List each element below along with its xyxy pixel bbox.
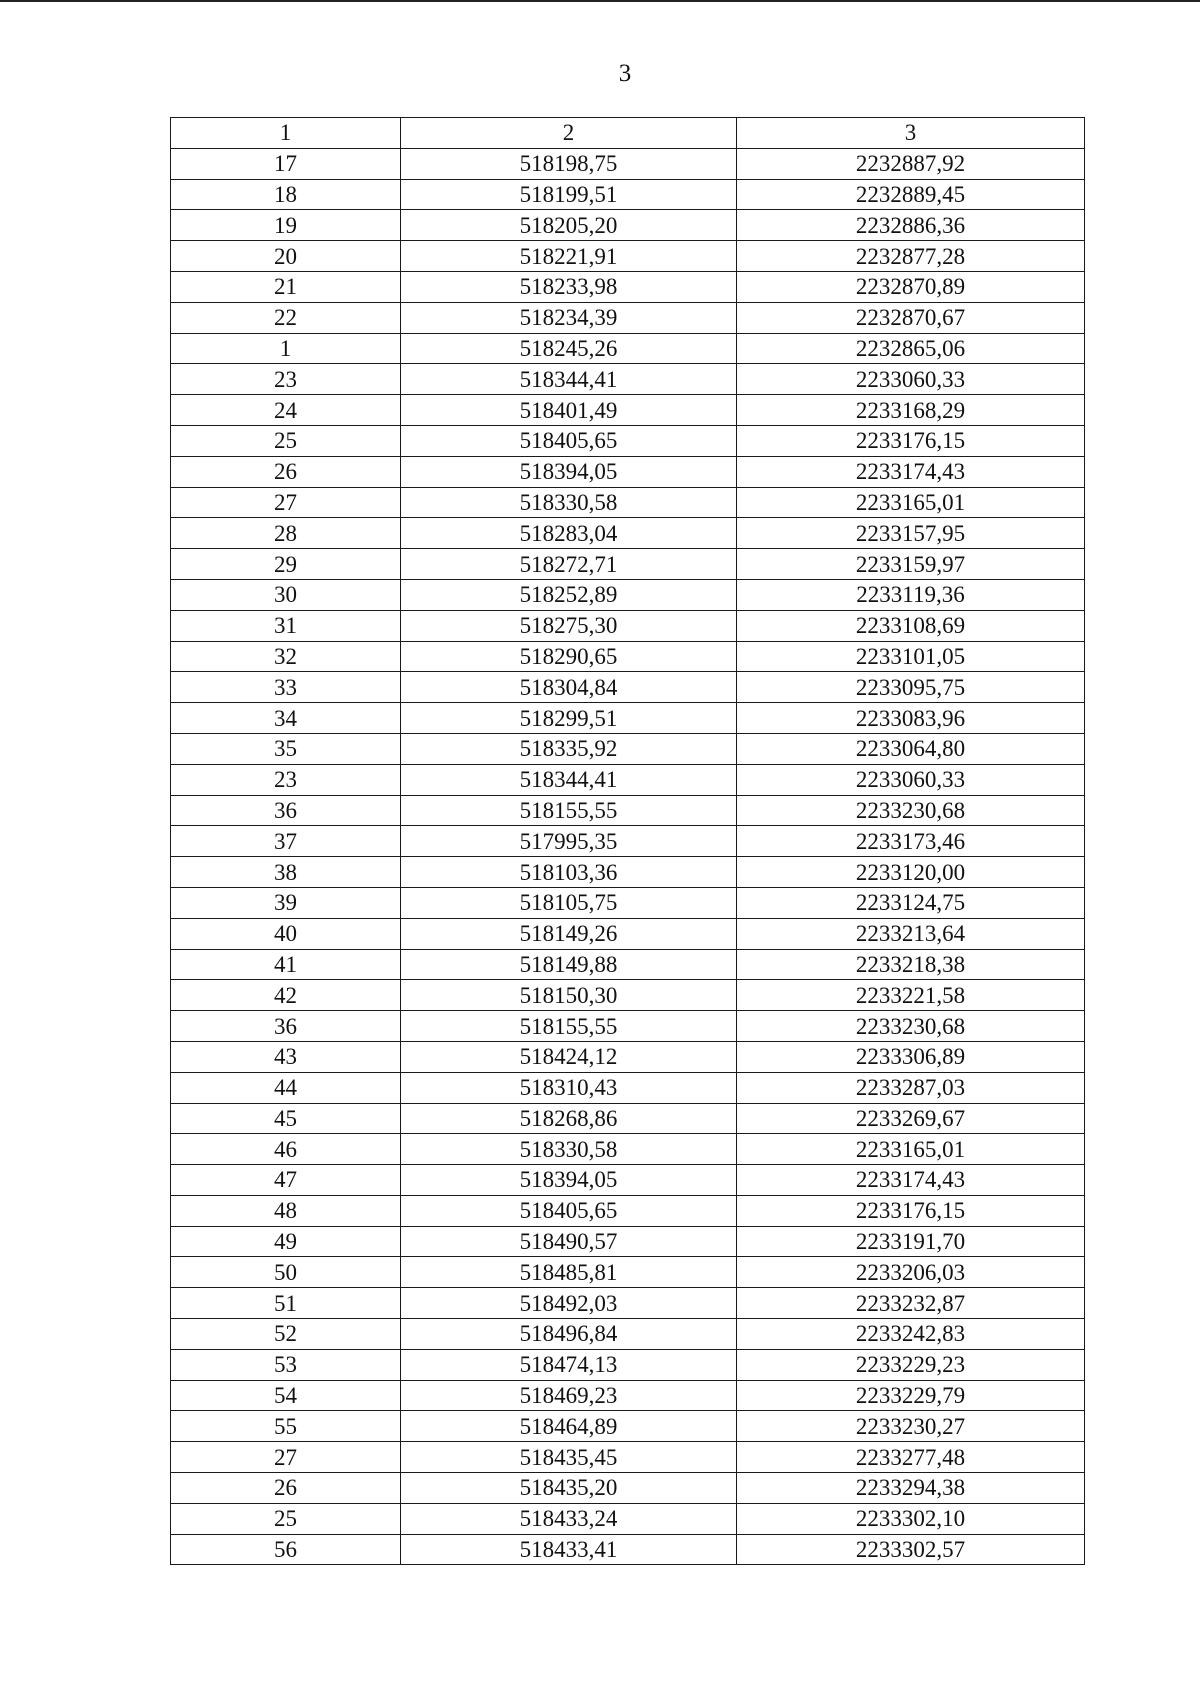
y-coordinate-cell: 2233230,68 (737, 795, 1085, 826)
table-row (171, 703, 1085, 734)
y-coordinate-cell: 2233119,36 (737, 579, 1085, 610)
table-row (171, 487, 1085, 518)
point-number-cell: 50 (171, 1257, 401, 1288)
point-number-cell: 29 (171, 549, 401, 580)
table-row (171, 1072, 1085, 1103)
y-coordinate-cell: 2233229,23 (737, 1349, 1085, 1380)
point-number-cell: 27 (171, 487, 401, 518)
x-coordinate-cell: 518335,92 (401, 733, 737, 764)
y-coordinate-cell: 2233124,75 (737, 887, 1085, 918)
table-header (171, 118, 1085, 149)
table-row (171, 1257, 1085, 1288)
point-number-cell: 24 (171, 395, 401, 426)
y-coordinate-cell: 2233159,97 (737, 549, 1085, 580)
point-number-cell: 53 (171, 1349, 401, 1380)
table-row (171, 210, 1085, 241)
table-row (171, 1503, 1085, 1534)
table-row (171, 1011, 1085, 1042)
table-row (171, 1165, 1085, 1196)
y-coordinate-cell: 2233221,58 (737, 980, 1085, 1011)
point-number-cell: 23 (171, 364, 401, 395)
x-coordinate-cell: 518433,41 (401, 1534, 737, 1565)
table-row (171, 549, 1085, 580)
y-coordinate-cell: 2233242,83 (737, 1319, 1085, 1350)
table-row (171, 733, 1085, 764)
table-row (171, 1473, 1085, 1504)
y-coordinate-cell: 2233230,27 (737, 1411, 1085, 1442)
table-row (171, 1041, 1085, 1072)
table-row (171, 395, 1085, 426)
table-row (171, 1226, 1085, 1257)
y-coordinate-cell: 2233287,03 (737, 1072, 1085, 1103)
point-number-cell: 39 (171, 887, 401, 918)
table-row (171, 857, 1085, 888)
x-coordinate-cell: 518464,89 (401, 1411, 737, 1442)
x-coordinate-cell: 518433,24 (401, 1503, 737, 1534)
table-row (171, 1442, 1085, 1473)
x-coordinate-cell: 518283,04 (401, 518, 737, 549)
x-coordinate-cell: 518394,05 (401, 456, 737, 487)
y-coordinate-cell: 2233095,75 (737, 672, 1085, 703)
y-coordinate-cell: 2233108,69 (737, 610, 1085, 641)
x-coordinate-cell: 518245,26 (401, 333, 737, 364)
table-row (171, 148, 1085, 179)
point-number-cell: 46 (171, 1134, 401, 1165)
y-coordinate-cell: 2233173,46 (737, 826, 1085, 857)
y-coordinate-cell: 2232886,36 (737, 210, 1085, 241)
x-coordinate-cell: 518252,89 (401, 579, 737, 610)
table-row (171, 1411, 1085, 1442)
point-number-cell: 49 (171, 1226, 401, 1257)
y-coordinate-cell: 2233302,57 (737, 1534, 1085, 1565)
y-coordinate-cell: 2232887,92 (737, 148, 1085, 179)
x-coordinate-cell: 518469,23 (401, 1380, 737, 1411)
point-number-cell: 32 (171, 641, 401, 672)
header-cell-x-coordinate: 2 (401, 118, 737, 149)
y-coordinate-cell: 2233277,48 (737, 1442, 1085, 1473)
y-coordinate-cell: 2233302,10 (737, 1503, 1085, 1534)
x-coordinate-cell: 518496,84 (401, 1319, 737, 1350)
y-coordinate-cell: 2233269,67 (737, 1103, 1085, 1134)
point-number-cell: 21 (171, 271, 401, 302)
x-coordinate-cell: 518344,41 (401, 364, 737, 395)
point-number-cell: 40 (171, 918, 401, 949)
table-row (171, 795, 1085, 826)
point-number-cell: 18 (171, 179, 401, 210)
x-coordinate-cell: 518394,05 (401, 1165, 737, 1196)
point-number-cell: 55 (171, 1411, 401, 1442)
table-row (171, 1288, 1085, 1319)
table-row (171, 271, 1085, 302)
y-coordinate-cell: 2233206,03 (737, 1257, 1085, 1288)
x-coordinate-cell: 518344,41 (401, 764, 737, 795)
point-number-cell: 26 (171, 1473, 401, 1504)
point-number-cell: 45 (171, 1103, 401, 1134)
point-number-cell: 26 (171, 456, 401, 487)
x-coordinate-cell: 518401,49 (401, 395, 737, 426)
point-number-cell: 47 (171, 1165, 401, 1196)
point-number-cell: 41 (171, 949, 401, 980)
table-row (171, 1319, 1085, 1350)
y-coordinate-cell: 2233191,70 (737, 1226, 1085, 1257)
table-row (171, 241, 1085, 272)
table-row (171, 579, 1085, 610)
point-number-cell: 34 (171, 703, 401, 734)
table-row (171, 610, 1085, 641)
point-number-cell: 30 (171, 579, 401, 610)
y-coordinate-cell: 2232870,89 (737, 271, 1085, 302)
y-coordinate-cell: 2233176,15 (737, 425, 1085, 456)
y-coordinate-cell: 2233213,64 (737, 918, 1085, 949)
point-number-cell: 25 (171, 425, 401, 456)
point-number-cell: 52 (171, 1319, 401, 1350)
table-row (171, 1534, 1085, 1565)
table-row (171, 1103, 1085, 1134)
x-coordinate-cell: 518275,30 (401, 610, 737, 641)
x-coordinate-cell: 518330,58 (401, 1134, 737, 1165)
point-number-cell: 48 (171, 1195, 401, 1226)
point-number-cell: 42 (171, 980, 401, 1011)
y-coordinate-cell: 2233294,38 (737, 1473, 1085, 1504)
x-coordinate-cell: 518272,71 (401, 549, 737, 580)
y-coordinate-cell: 2233229,79 (737, 1380, 1085, 1411)
page-top-border (0, 0, 1200, 2)
x-coordinate-cell: 517995,35 (401, 826, 737, 857)
y-coordinate-cell: 2233165,01 (737, 487, 1085, 518)
point-number-cell: 35 (171, 733, 401, 764)
x-coordinate-cell: 518492,03 (401, 1288, 737, 1319)
x-coordinate-cell: 518234,39 (401, 302, 737, 333)
y-coordinate-cell: 2233218,38 (737, 949, 1085, 980)
page-number: 3 (618, 60, 632, 87)
point-number-cell: 28 (171, 518, 401, 549)
x-coordinate-cell: 518198,75 (401, 148, 737, 179)
point-number-cell: 27 (171, 1442, 401, 1473)
point-number-cell: 44 (171, 1072, 401, 1103)
table-row (171, 425, 1085, 456)
point-number-cell: 1 (171, 333, 401, 364)
y-coordinate-cell: 2233060,33 (737, 364, 1085, 395)
point-number-cell: 43 (171, 1041, 401, 1072)
table-row (171, 672, 1085, 703)
table-row (171, 764, 1085, 795)
point-number-cell: 31 (171, 610, 401, 641)
x-coordinate-cell: 518149,88 (401, 949, 737, 980)
x-coordinate-cell: 518150,30 (401, 980, 737, 1011)
y-coordinate-cell: 2233101,05 (737, 641, 1085, 672)
table-row (171, 949, 1085, 980)
y-coordinate-cell: 2233306,89 (737, 1041, 1085, 1072)
header-cell-y-coordinate: 3 (737, 118, 1085, 149)
y-coordinate-cell: 2233165,01 (737, 1134, 1085, 1165)
point-number-cell: 51 (171, 1288, 401, 1319)
y-coordinate-cell: 2233168,29 (737, 395, 1085, 426)
table-row (171, 302, 1085, 333)
x-coordinate-cell: 518435,45 (401, 1442, 737, 1473)
x-coordinate-cell: 518474,13 (401, 1349, 737, 1380)
x-coordinate-cell: 518490,57 (401, 1226, 737, 1257)
x-coordinate-cell: 518155,55 (401, 795, 737, 826)
table-row (171, 179, 1085, 210)
header-cell-point-number: 1 (171, 118, 401, 149)
x-coordinate-cell: 518424,12 (401, 1041, 737, 1072)
x-coordinate-cell: 518435,20 (401, 1473, 737, 1504)
x-coordinate-cell: 518105,75 (401, 887, 737, 918)
x-coordinate-cell: 518149,26 (401, 918, 737, 949)
point-number-cell: 25 (171, 1503, 401, 1534)
y-coordinate-cell: 2232889,45 (737, 179, 1085, 210)
table-row (171, 887, 1085, 918)
table-row (171, 1349, 1085, 1380)
table-row (171, 518, 1085, 549)
table-row (171, 1380, 1085, 1411)
point-number-cell: 19 (171, 210, 401, 241)
x-coordinate-cell: 518299,51 (401, 703, 737, 734)
x-coordinate-cell: 518310,43 (401, 1072, 737, 1103)
table-row (171, 333, 1085, 364)
y-coordinate-cell: 2233083,96 (737, 703, 1085, 734)
header-row (171, 118, 1085, 149)
y-coordinate-cell: 2233174,43 (737, 456, 1085, 487)
y-coordinate-cell: 2233176,15 (737, 1195, 1085, 1226)
table-row (171, 364, 1085, 395)
y-coordinate-cell: 2232877,28 (737, 241, 1085, 272)
x-coordinate-cell: 518205,20 (401, 210, 737, 241)
table-row (171, 456, 1085, 487)
point-number-cell: 54 (171, 1380, 401, 1411)
x-coordinate-cell: 518268,86 (401, 1103, 737, 1134)
y-coordinate-cell: 2232865,06 (737, 333, 1085, 364)
point-number-cell: 22 (171, 302, 401, 333)
x-coordinate-cell: 518290,65 (401, 641, 737, 672)
x-coordinate-cell: 518405,65 (401, 1195, 737, 1226)
x-coordinate-cell: 518103,36 (401, 857, 737, 888)
table-row (171, 641, 1085, 672)
x-coordinate-cell: 518155,55 (401, 1011, 737, 1042)
point-number-cell: 20 (171, 241, 401, 272)
x-coordinate-cell: 518233,98 (401, 271, 737, 302)
y-coordinate-cell: 2233064,80 (737, 733, 1085, 764)
y-coordinate-cell: 2232870,67 (737, 302, 1085, 333)
table-row (171, 1195, 1085, 1226)
point-number-cell: 33 (171, 672, 401, 703)
point-number-cell: 37 (171, 826, 401, 857)
y-coordinate-cell: 2233230,68 (737, 1011, 1085, 1042)
x-coordinate-cell: 518221,91 (401, 241, 737, 272)
table-row (171, 918, 1085, 949)
y-coordinate-cell: 2233120,00 (737, 857, 1085, 888)
table-row (171, 1134, 1085, 1165)
point-number-cell: 56 (171, 1534, 401, 1565)
y-coordinate-cell: 2233157,95 (737, 518, 1085, 549)
x-coordinate-cell: 518330,58 (401, 487, 737, 518)
point-number-cell: 23 (171, 764, 401, 795)
y-coordinate-cell: 2233060,33 (737, 764, 1085, 795)
point-number-cell: 36 (171, 795, 401, 826)
y-coordinate-cell: 2233232,87 (737, 1288, 1085, 1319)
y-coordinate-cell: 2233174,43 (737, 1165, 1085, 1196)
coordinates-table (170, 117, 1085, 1565)
point-number-cell: 38 (171, 857, 401, 888)
x-coordinate-cell: 518199,51 (401, 179, 737, 210)
x-coordinate-cell: 518304,84 (401, 672, 737, 703)
x-coordinate-cell: 518485,81 (401, 1257, 737, 1288)
point-number-cell: 36 (171, 1011, 401, 1042)
table-row (171, 826, 1085, 857)
x-coordinate-cell: 518405,65 (401, 425, 737, 456)
table-body (171, 148, 1085, 1565)
table-row (171, 980, 1085, 1011)
point-number-cell: 17 (171, 148, 401, 179)
